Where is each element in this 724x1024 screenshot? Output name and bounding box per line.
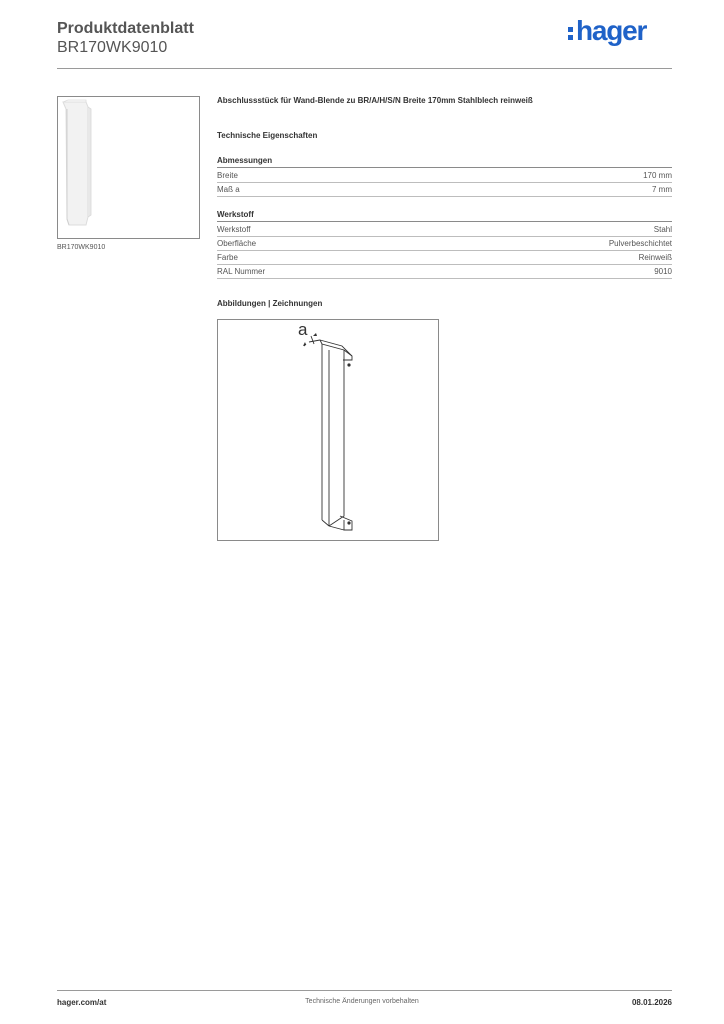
- footer-divider: [57, 990, 672, 991]
- product-image-label: BR170WK9010: [57, 244, 106, 251]
- dimension-label-a: a: [298, 320, 308, 339]
- table-row: [217, 169, 672, 183]
- row-label: RAL Nummer: [217, 267, 266, 276]
- logo-text: hager: [576, 15, 647, 46]
- technical-drawing: [217, 319, 439, 541]
- document-title: Produktdatenblatt: [57, 20, 194, 37]
- footer-notice: Technische Änderungen vorbehalten: [305, 998, 419, 1005]
- footer-website: hager.com/at: [57, 998, 107, 1007]
- product-description: Abschlussstück für Wand-Blende zu BR/A/H/S/N Breite 170mm Stahlblech reinweiß: [217, 96, 533, 105]
- row-value: Pulverbeschichtet: [608, 239, 672, 248]
- header-divider: [57, 68, 672, 69]
- group-divider: [217, 167, 672, 168]
- group-title-abmessungen: Abmessungen: [217, 156, 273, 165]
- row-label: Farbe: [217, 253, 238, 262]
- row-label: Breite: [217, 171, 238, 180]
- product-photo-icon: [58, 97, 199, 238]
- end-piece-drawing-icon: [218, 320, 438, 540]
- product-image: [57, 96, 200, 239]
- table-row: [217, 223, 672, 237]
- row-value: Reinweiß: [638, 253, 672, 262]
- row-value: 170 mm: [643, 171, 672, 180]
- hager-logo: [568, 15, 646, 47]
- row-value: 7 mm: [652, 185, 672, 194]
- row-value: Stahl: [653, 225, 672, 234]
- table-row: [217, 237, 672, 251]
- table-row: [217, 183, 672, 197]
- article-number: BR170WK9010: [57, 39, 168, 56]
- group-divider: [217, 221, 672, 222]
- group-title-werkstoff: Werkstoff: [217, 210, 254, 219]
- table-row: [217, 265, 672, 279]
- footer-date: 08.01.2026: [631, 998, 672, 1007]
- row-value: 9010: [654, 267, 672, 276]
- row-label: Oberfläche: [217, 239, 257, 248]
- drawings-section-title: Abbildungen | Zeichnungen: [217, 299, 323, 308]
- row-label: Maß a: [217, 185, 240, 194]
- logo-dots-icon: [568, 23, 574, 43]
- table-row: [217, 251, 672, 265]
- row-label: Werkstoff: [217, 225, 251, 234]
- technical-section-title: Technische Eigenschaften: [217, 131, 318, 140]
